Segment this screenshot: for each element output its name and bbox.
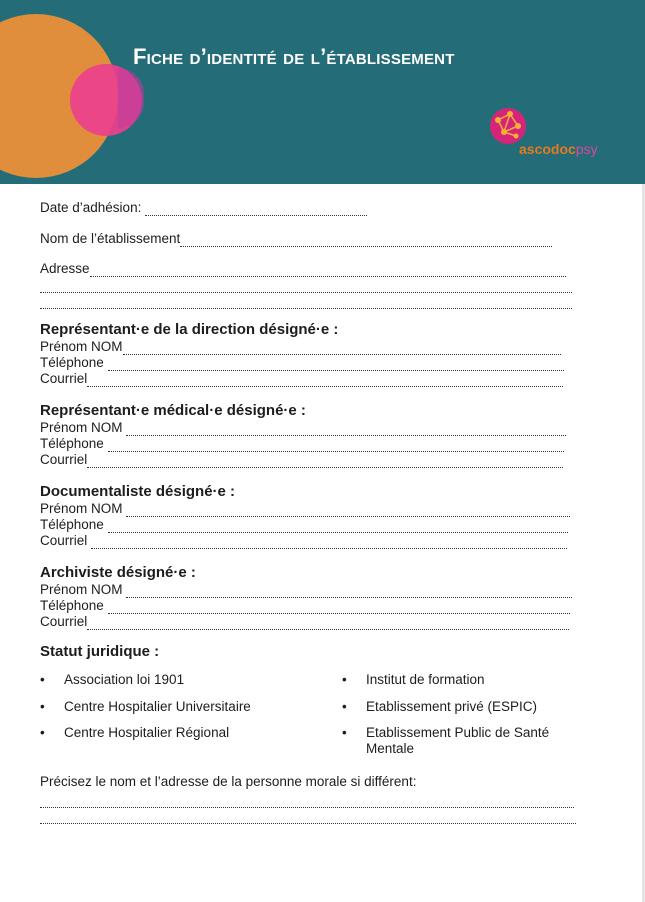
statut-juridique-title: Statut juridique : xyxy=(40,643,160,660)
field-dots xyxy=(87,617,569,630)
field-dots xyxy=(87,455,563,468)
field-label: Courriel xyxy=(40,371,88,386)
statut-option-chu[interactable] xyxy=(40,699,251,714)
field-label: Prénom NOM xyxy=(40,582,127,597)
statut-option-label: Etablissement privé (ESPIC) xyxy=(366,699,538,714)
section-title: Documentaliste désigné·e : xyxy=(40,483,236,500)
statut-option-espic[interactable] xyxy=(342,699,537,714)
section-title: Archiviste désigné·e : xyxy=(40,564,196,581)
field-label: Téléphone xyxy=(40,355,108,370)
field-dots xyxy=(87,374,563,387)
statut-option-label: Institut de formation xyxy=(366,672,485,687)
field-label: Téléphone xyxy=(40,517,108,532)
field-label: Prénom NOM xyxy=(40,501,127,516)
field-dots xyxy=(108,358,564,371)
statut-option-label: Etablissement Public de Santé xyxy=(366,725,550,740)
address-dots-3 xyxy=(40,296,572,309)
field-courriel[interactable] xyxy=(40,371,585,387)
section-archiviste xyxy=(40,564,585,630)
logo-wordmark xyxy=(519,141,598,157)
field-dots xyxy=(123,342,561,355)
statut-option-public-sante-line2 xyxy=(366,741,414,756)
field-telephone[interactable] xyxy=(40,598,585,614)
etablissement-name-field[interactable] xyxy=(40,231,552,247)
statut-option-label-continued: Mentale xyxy=(366,741,415,756)
field-prenom-nom[interactable] xyxy=(40,339,585,355)
address-dots-2 xyxy=(40,280,572,293)
statut-option-label: Centre Hospitalier Régional xyxy=(64,725,230,740)
field-label: Prénom NOM xyxy=(40,420,127,435)
statut-option-association[interactable] xyxy=(40,672,184,687)
date-adhesion-field[interactable] xyxy=(40,200,367,216)
field-dots xyxy=(126,423,566,436)
field-telephone[interactable] xyxy=(40,436,585,452)
personne-morale-prompt: Précisez le nom et l’adresse de la personne morale si différent: xyxy=(40,774,417,789)
date-adhesion-dots xyxy=(145,203,367,216)
field-label: Téléphone xyxy=(40,436,108,451)
field-dots xyxy=(126,504,570,517)
personne-morale-line-2[interactable] xyxy=(40,806,576,822)
statut-option-institut[interactable] xyxy=(342,672,485,687)
bullet-icon: • xyxy=(40,699,45,714)
statut-option-label: Association loi 1901 xyxy=(64,672,185,687)
field-dots xyxy=(40,811,576,824)
section-title: Représentant·e de la direction désigné·e : xyxy=(40,321,339,338)
section-documentaliste xyxy=(40,483,585,549)
field-label: Courriel xyxy=(40,533,92,548)
field-dots xyxy=(126,585,572,598)
section-direction xyxy=(40,321,585,387)
bullet-icon: • xyxy=(342,699,347,714)
address-line-3[interactable] xyxy=(40,293,572,309)
section-medical xyxy=(40,402,585,468)
statut-options xyxy=(40,672,600,762)
field-label: Courriel xyxy=(40,614,88,629)
field-telephone[interactable] xyxy=(40,355,585,371)
page-title: Fiche d’identité de l’établissement xyxy=(133,44,455,69)
bullet-icon: • xyxy=(342,725,347,740)
address-field[interactable] xyxy=(40,261,566,277)
header-banner xyxy=(0,0,645,184)
logo-text-main: ascodoc xyxy=(519,141,576,157)
field-label: Courriel xyxy=(40,452,88,467)
field-dots xyxy=(108,439,564,452)
bullet-icon: • xyxy=(342,672,347,687)
field-dots xyxy=(108,520,568,533)
personne-morale-line-1[interactable] xyxy=(40,790,574,806)
field-label: Téléphone xyxy=(40,598,108,613)
bullet-icon: • xyxy=(40,725,45,740)
field-courriel[interactable] xyxy=(40,533,585,549)
address-dots-1 xyxy=(90,264,566,277)
field-dots xyxy=(108,601,570,614)
logo-text-accent: psy xyxy=(575,141,598,157)
field-telephone[interactable] xyxy=(40,517,585,533)
statut-option-public-sante[interactable] xyxy=(342,725,549,740)
address-label: Adresse xyxy=(40,261,90,276)
field-dots xyxy=(91,536,567,549)
field-courriel[interactable] xyxy=(40,452,585,468)
bullet-icon: • xyxy=(40,672,45,687)
ascodocpsy-logo-icon xyxy=(486,106,616,166)
address-line-2[interactable] xyxy=(40,277,572,293)
etablissement-name-label: Nom de l’établissement xyxy=(40,231,181,246)
statut-option-label: Centre Hospitalier Universitaire xyxy=(64,699,251,714)
decorative-circle-overlap xyxy=(118,68,144,128)
field-prenom-nom[interactable] xyxy=(40,501,585,517)
section-title: Représentant·e médical·e désigné·e : xyxy=(40,402,306,419)
field-prenom-nom[interactable] xyxy=(40,582,585,598)
field-courriel[interactable] xyxy=(40,614,585,630)
field-label: Prénom NOM xyxy=(40,339,123,354)
field-prenom-nom[interactable] xyxy=(40,420,585,436)
etablissement-name-dots xyxy=(180,234,552,247)
statut-option-chr[interactable] xyxy=(40,725,229,740)
date-adhesion-label: Date d’adhésion: xyxy=(40,200,146,215)
